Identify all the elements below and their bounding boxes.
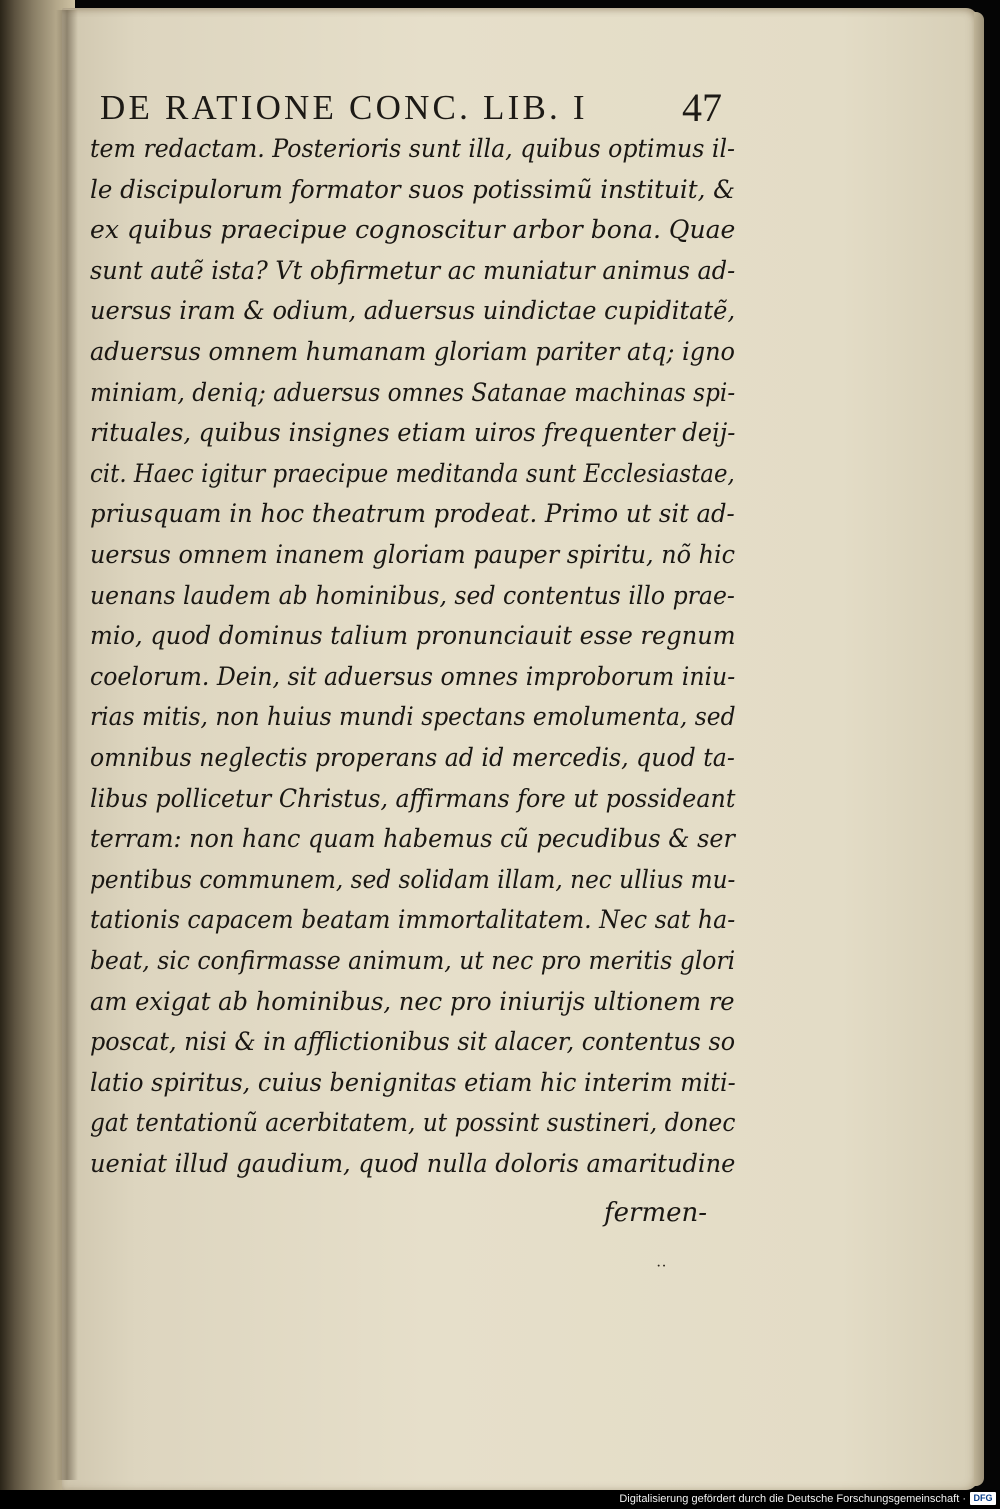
text-line: uersus iram & odium, aduersus uindictae cupiditatẽ, [90,296,736,326]
text-line: coelorum. Dein, sit aduersus omnes improborum iniu- [90,661,736,691]
text-line: tem redactam. Posterioris sunt illa, quibus optimus il- [90,134,736,163]
text-line: ex quibus praecipue cognoscitur arbor bona. Quae [90,215,736,245]
text-line: cit. Haec igitur praecipue meditanda sunt Ecclesiastae, [90,458,735,488]
text-line: aduersus omnem humanam gloriam pariter atq; igno [90,337,735,366]
text-line: omnibus neglectis properans ad id mercedis, quod ta- [90,743,735,772]
text-line: uersus omnem inanem gloriam pauper spiritu, nõ hic [90,540,736,569]
text-line: beat, sic confirmasse animum, ut nec pro meritis glori [90,946,736,975]
text-line: latio spiritus, cuius benignitas etiam hic interim miti- [90,1067,736,1097]
text-line: miniam, deniq; aduersus omnes Satanae machinas spi- [90,377,736,407]
text-line: poscat, nisi & in afflictionibus sit alacer, contentus so [90,1027,736,1057]
text-line: am exigat ab hominibus, nec pro iniurijs ultionem re [90,986,735,1016]
text-line: libus pollicetur Christus, affirmans fore ut possideant [90,783,736,813]
text-line: rias mitis, non huius mundi spectans emolumenta, sed [90,702,736,732]
signature-mark: ·· [656,1258,667,1275]
page-number: 47 [682,85,722,130]
text-line: gat tentationũ acerbitatem, ut possint sustineri, donec [90,1108,736,1138]
running-title: DE RATIONE CONC. LIB. I [100,88,588,127]
text-line: priusquam in hoc theatrum prodeat. Primo ut sit ad- [90,499,735,529]
text-line: pentibus communem, sed solidam illam, nec ullius mu- [90,864,736,894]
gutter-shadow [56,10,78,1480]
page-edge [974,12,984,1486]
text-line: sunt autẽ ista? Vt obfirmetur ac muniatur animus ad- [90,255,736,285]
text-line: tationis capacem beatam immortalitatem. Nec sat ha- [90,905,736,935]
text-line: terram: non hanc quam habemus cũ pecudibus & ser [90,824,735,854]
footer-credit: Digitalisierung gefördert durch die Deutsche Forschungsgemeinschaft · [619,1493,966,1505]
text-line: ueniat illud gaudium, quod nulla doloris amaritudine [90,1149,736,1178]
text-line: le discipulorum formator suos potissimũ instituit, & [90,174,736,204]
dfg-logo: DFG [970,1492,996,1505]
text-line: rituales, quibus insignes etiam uiros frequenter deij- [90,418,736,448]
text-line: mio, quod dominus talium pronunciauit esse regnum [90,621,736,651]
catchword: fermen- [604,1198,708,1228]
text-line: uenans laudem ab hominibus, sed contentus illo prae- [90,580,735,610]
